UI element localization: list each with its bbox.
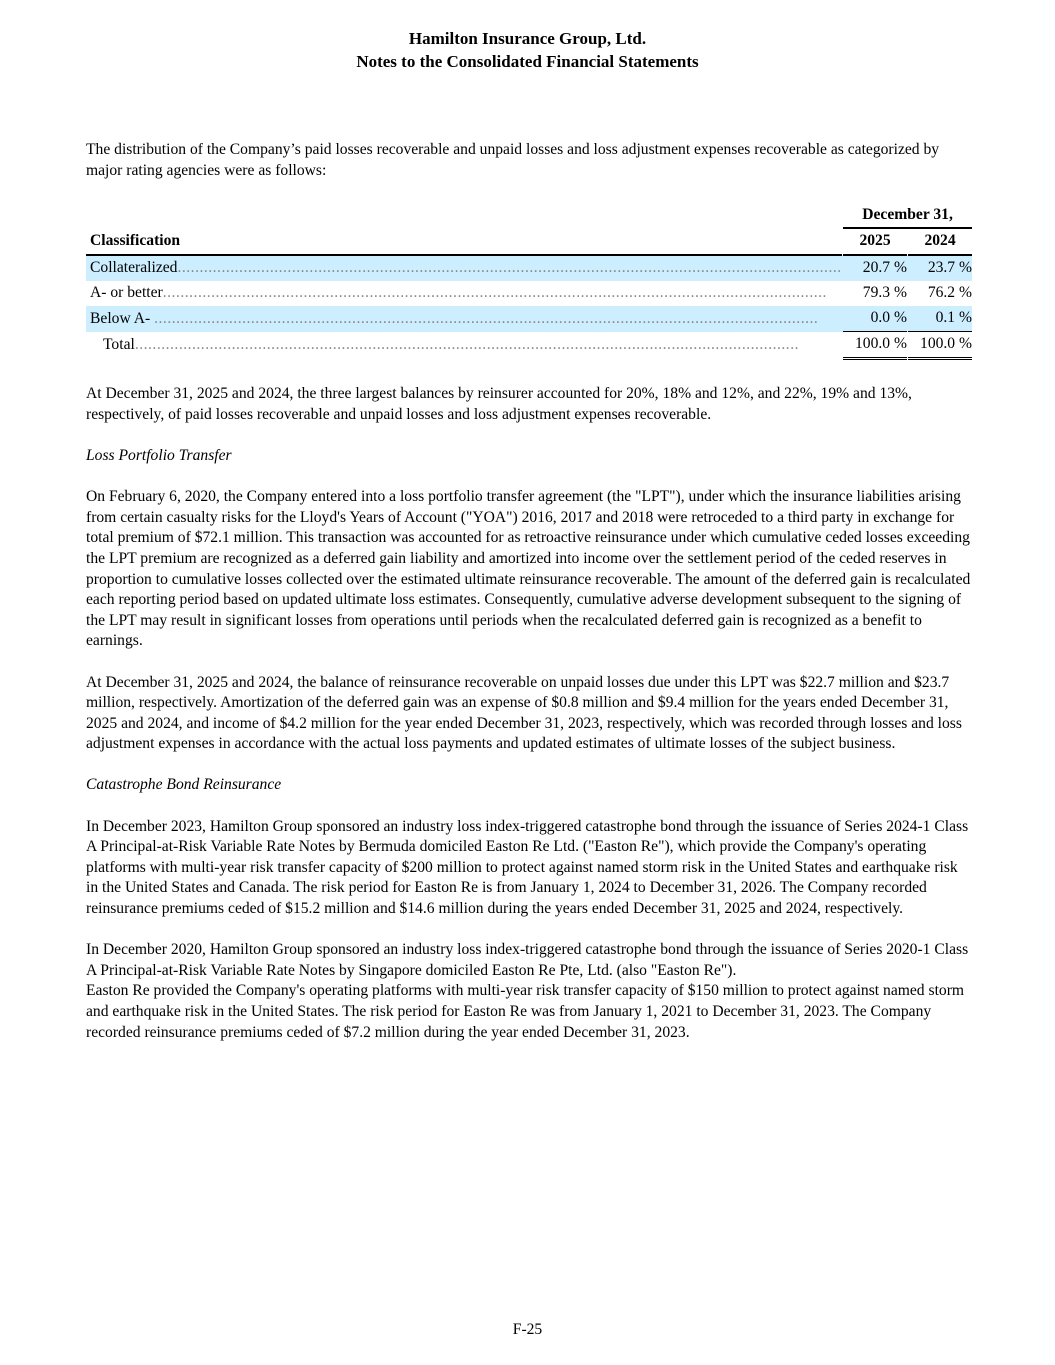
period-header: December 31, [843,203,972,228]
lpt-paragraph-2: At December 31, 2025 and 2024, the balance of reinsurance recoverable on unpaid losses due under this LPT was $22.7 million and $23.7 million, respectively. Amortization of the deferred gain was an expense of $0.8 million and $9.4 million for the years ended December 31, 2025 and 2024, and income of $4.2 million for the year ended December 31, 2023, respectively, which was recorded through losses and loss adjustment expenses in accordance with the actual loss payments and updated estimates of ultimate losses of the subject business. [86,673,962,753]
row-label: Collateralized [90,259,178,277]
cat-bond-paragraph-2b: Easton Re provided the Company's operating platforms with multi-year risk transfer capacity of $150 million to protect against named storm and earthquake risk in the United States. The risk period for Easton Re was from January 1, 2021 to December 31, 2023. The Company recorded reinsurance premiums ceded of $7.2 million during the year ended December 31, 2023. [86,982,965,1041]
row-label: Below A- [90,309,151,327]
value-2025: 79.3 % [862,284,907,302]
lpt-paragraph-1: On February 6, 2020, the Company entered into a loss portfolio transfer agreement (the "LPT"), under which the insurance liabilities arising from certain casualty risks for the Lloyd's Years of Account ("YOA") 2016, 2017 and 2018 were retroceded to a third party in exchange for total premium of $72.1 million. This transaction was accounted for as retroactive reinsurance under which cumulative ceded losses exceeding the LPT premium are recognized as a deferred gain liability and amortized into income over the settlement period of the ceded reserves in proportion to cumulative losses collected over the estimated ultimate reinsurance recoverable. The amount of the deferred gain is recalculated each reporting period based on updated ultimate loss estimates. Consequently, cumulative adverse development subsequent to the signing of the LPT may result in significant losses from operations until periods when the recalculated deferred gain is recognized as a benefit to earnings. [86,488,971,650]
value-2025: 0.0 % [843,306,907,332]
page-header [0,27,1055,73]
row-label: A- or better [90,284,163,302]
cat-bond-paragraph-2a: In December 2020, Hamilton Group sponsored an industry loss index-triggered catastrophe bond through the issuance of Series 2020-1 Class A Principal-at-Risk Variable Rate Notes by Singapore domiciled Easton Re Pte, Ltd. (also "Easton Re"). [86,941,969,979]
value-2024: 23.7 % [908,255,972,281]
company-name: Hamilton Insurance Group, Ltd. [408,29,647,48]
value-2025: 20.7 % [843,255,907,281]
table-row [86,255,972,281]
leader-dots: ....................................................................................................................................................... [162,284,827,302]
year-header-2024: 2024 [908,228,972,255]
intro-paragraph: The distribution of the Company’s paid losses recoverable and unpaid losses and loss adjustment expenses recoverable as categorized by major rating agencies were as follows: [86,141,940,179]
leader-dots: ....................................................................................................................................................... [177,259,842,277]
cat-bond-heading: Catastrophe Bond Reinsurance [86,776,282,794]
total-row [86,332,972,359]
rating-distribution-table [86,203,972,360]
year-header-2025: 2025 [843,228,907,255]
value-2024: 76.2 % [927,284,972,302]
total-2025: 100.0 % [843,332,907,359]
leader-dots: ....................................................................................................................................................... [134,335,799,353]
classification-header: Classification [86,228,842,255]
table-row [86,281,972,306]
largest-balances-paragraph: At December 31, 2025 and 2024, the three largest balances by reinsurer accounted for 20%, 18% and 12%, and 22%, 19% and 13%, respectively, of paid losses recoverable and unpaid losses and loss adjustment expenses recoverable. [86,385,912,423]
lpt-heading: Loss Portfolio Transfer [86,446,232,464]
total-2024: 100.0 % [908,332,972,359]
statement-title: Notes to the Consolidated Financial Statements [356,52,699,71]
total-label: Total [103,335,135,353]
cat-bond-paragraph-1: In December 2023, Hamilton Group sponsored an industry loss index-triggered catastrophe bond through the issuance of Series 2024-1 Class A Principal-at-Risk Variable Rate Notes by Bermuda domiciled Easton Re Ltd. ("Easton Re"), which provide the Company's operating platforms with multi-year risk transfer capacity of $200 million to protect against named storm risk in the United States and earthquake risk in the United States and Canada. The risk period for Easton Re is from January 1, 2024 to December 31, 2026. The Company recorded reinsurance premiums ceded of $15.2 million and $14.6 million during the years ended December 31, 2025 and 2024, respectively. [86,817,969,918]
value-2024: 0.1 % [908,306,972,332]
table-row [86,306,972,332]
page-number: F-25 [512,1321,543,1338]
leader-dots: ....................................................................................................................................................... [154,309,819,327]
page-content [86,140,972,1043]
